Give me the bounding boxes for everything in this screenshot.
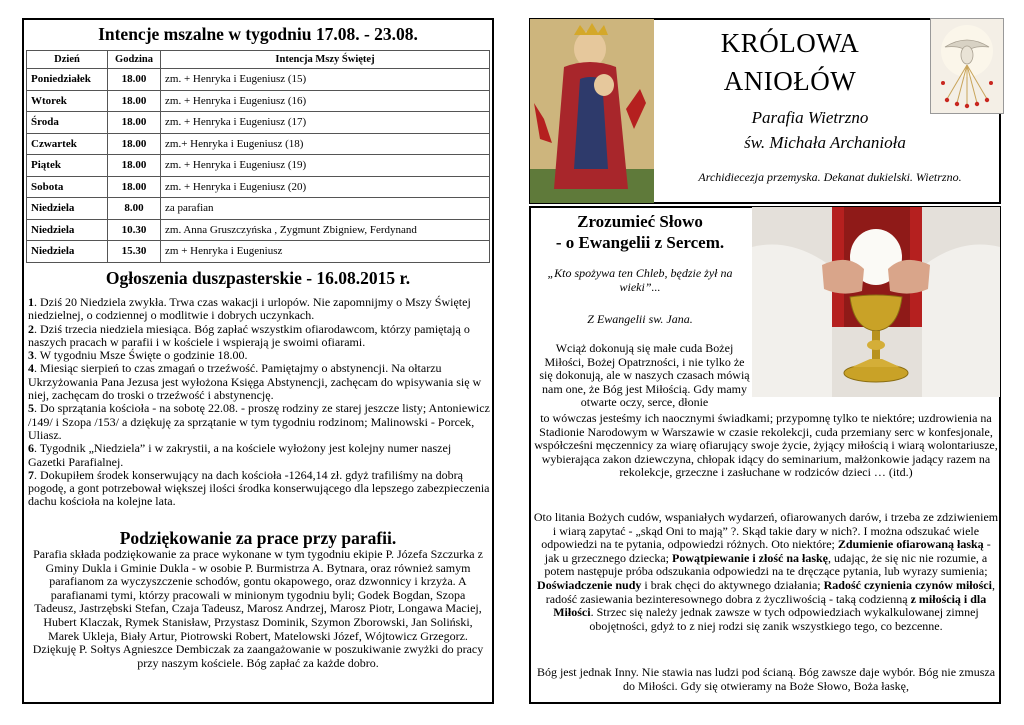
announcement-item: 5. Do sprzątania kościoła - na sobotę 22.08. - proszę rodziny ze starej jeszcze listy; Antoniewicz /149/ i Szopa /153/ a dziękuję za sprzątanie w tym tygodniu rodzinom; Malinowski - Porcek, Uliasz.: [28, 401, 490, 442]
reflection-paragraph-1: Wciąż dokonują się małe cuda Bożej Miłości, Bożej Opatrzności, i nie tylko że się dokonują, ale w naszych czasach mówią nam one, że Bóg jest Miłością. Gdy mamy otwarte oczy, serce, dłonie: [539, 341, 750, 410]
table-row: [27, 112, 490, 134]
thanks-paragraph: Dziękuję P. Sołtys Agnieszce Dembiczak za zaangażowanie w poszukiwanie zwyżki do pracy przy naszym kościele. Bóg zapłać za każde dobro.: [32, 642, 484, 670]
gospel-quote-source: Z Ewangelii sw. Jana.: [587, 312, 693, 326]
announcements-list: [28, 296, 490, 509]
row-hour: 18.00: [108, 133, 161, 155]
row-day: Środa: [27, 112, 108, 134]
row-intention: zm. Anna Gruszczyńska , Zygmunt Zbigniew, Ferdynand: [161, 219, 490, 241]
holy-spirit-dove-image: [930, 18, 1004, 114]
reflection-title-line1: Zrozumieć Słowo: [577, 212, 703, 231]
row-intention: zm. + Henryka i Eugeniusz (15): [161, 69, 490, 91]
table-row: [27, 176, 490, 198]
row-day: Wtorek: [27, 90, 108, 112]
row-intention: zm. + Henryka i Eugeniusz (16): [161, 90, 490, 112]
table-row: [27, 90, 490, 112]
mass-intentions-title: Intencje mszalne w tygodniu 17.08. - 23.08.: [98, 24, 418, 44]
thanks-title: Podziękowanie za prace przy parafii.: [119, 528, 397, 548]
row-day: Sobota: [27, 176, 108, 198]
row-intention: zm. + Henryka i Eugeniusz (20): [161, 176, 490, 198]
row-intention: za parafian: [161, 198, 490, 220]
bulletin-title-line1: KRÓLOWA: [720, 28, 860, 58]
reflection-paragraph-4: Bóg jest jednak Inny. Nie stawia nas ludzi pod ścianą. Bóg zawsze daje wybór. Bóg nie zmusza do Miłości. Gdy się otwieramy na Boże Słowo, Boża łaskę,: [536, 665, 996, 693]
row-intention: zm + Henryka i Eugeniusz: [161, 241, 490, 263]
row-hour: 8.00: [108, 198, 161, 220]
row-hour: 10.30: [108, 219, 161, 241]
bulletin-title-line2: ANIOŁÓW: [723, 66, 857, 96]
thanks-paragraph: Parafia składa podziękowanie za prace wykonane w tym tygodniu ekipie P. Józefa Szczurka z Gminy Dukla i Gminie Dukla - w osobie P. Burmistrza A. Bytnara, oraz również samym parafianom za wyczyszczenie schodów, gontu okapowego, oraz dzwonnicy i krzyża. A parafianami tymi, którzy pracowali w minionym tygodniu byli; Godek Bogdan, Szopa Tadeusz, Jastrzębski Stefan, Czaja Tadeusz, Marosz Andrzej, Marosz Piotr, Longawa Maciej, Hubert Klaczak, Rymek Stanisław, Przystasz Dominik, Szymon Zborowski, Jan Soliński, Marek Ukleja, Biały Artur, Piotrowski Robert, Matelowski Józef, Wójtowicz Grzegorz.: [33, 547, 483, 643]
announcement-item: 4. Miesiąc sierpień to czas zmagań o trzeźwość. Pamiętajmy o abstynencji. Na ołtarzu Ukrzyżowania Pana Jezusa jest wyłożona Księga Abstynencji, zachęcam do wpisywania się w niej, zachęcam do troski o trzeźwość i abstynencję.: [28, 361, 482, 403]
row-hour: 18.00: [108, 69, 161, 91]
row-day: Piątek: [27, 155, 108, 177]
row-hour: 15.30: [108, 241, 161, 263]
row-day: Niedziela: [27, 219, 108, 241]
header-intention: Intencja Mszy Świętej: [161, 51, 490, 69]
announcement-item: 3. W tygodniu Msze Święte o godzinie 18.00.: [28, 348, 248, 363]
diocese-line: Archidiecezja przemyska. Dekanat dukielski. Wietrzno.: [698, 170, 962, 184]
announcements-title: Ogłoszenia duszpasterskie - 16.08.2015 r.: [105, 268, 411, 288]
row-day: Niedziela: [27, 198, 108, 220]
gospel-quote: „Kto spożywa ten Chleb, będzie żył na wieki”...: [547, 266, 733, 294]
table-header-row: [27, 51, 490, 69]
row-hour: 18.00: [108, 90, 161, 112]
row-hour: 18.00: [108, 112, 161, 134]
announcement-item: 6. Tygodnik „Niedziela” i w zakrystii, a na kościele wyłożony jest kolejny numer naszej Gazetki Parafialnej.: [28, 441, 452, 469]
parish-name: Parafia Wietrzno: [751, 108, 869, 127]
row-day: Niedziela: [27, 241, 108, 263]
announcement-item: 1. Dziś 20 Niedziela zwykła. Trwa czas wakacji i urlopów. Nie zapomnijmy o Mszy Świętej niedzielnej, o codziennej o modlitwie i dobrych uczynkach.: [28, 295, 471, 323]
announcement-item: 7. Dokupiłem środek konserwujący na dach kościoła -1264,14 zł. gdyż trafiliśmy na dobrą pogodę, a gont potrzebował większej ilości środka konserwującego dla lepszego zabezpieczenia dachu kościoła na kolejne lata.: [28, 467, 490, 509]
announcement-item: 2. Dziś trzecia niedziela miesiąca. Bóg zapłać wszystkim ofiarodawcom, którzy pamiętają o naszych pracach w parafii i w kościele i wspierają je swoimi ofiarami.: [28, 321, 470, 349]
table-row: [27, 133, 490, 155]
table-row: [27, 69, 490, 91]
row-hour: 18.00: [108, 176, 161, 198]
table-row: [27, 198, 490, 220]
dove-icon: [931, 19, 1003, 113]
parish-patron: św. Michała Archanioła: [744, 133, 906, 152]
table-row: [27, 155, 490, 177]
row-day: Czwartek: [27, 133, 108, 155]
row-intention: zm. + Henryka i Eugeniusz (17): [161, 112, 490, 134]
row-hour: 18.00: [108, 155, 161, 177]
mass-intentions-table: [26, 50, 490, 263]
row-intention: zm. + Henryka i Eugeniusz (19): [161, 155, 490, 177]
eucharist-photo: [752, 207, 1000, 397]
madonna-image: [530, 19, 654, 203]
table-row: [27, 219, 490, 241]
header-hour: Godzina: [108, 51, 161, 69]
row-day: Poniedziałek: [27, 69, 108, 91]
reflection-title-line2: - o Ewangelii z Sercem.: [555, 233, 725, 252]
mass-intentions-panel: [22, 18, 494, 704]
reflection-paragraph-2: to wówczas jesteśmy ich naocznymi świadkami; przypomnę tylko te niektóre; uzdrowienia na Stadionie Narodowym w Warszawie w czasie rekolekcji, cuda przemiany serc w konfesjonale, współcześni męczennicy za wiarę ofiarujący swoje życie, żyjący miłością i wiarą wolontariusze, wybierająca zakon dziewczyna, chłopak idący do seminarium, małżonkowie jadący razem na rekolekcje, grzeczne i zasłuchane w rodziców dzieci … (itd.): [534, 411, 998, 480]
row-intention: zm.+ Henryka i Eugeniusz (18): [161, 133, 490, 155]
reflection-paragraph-3: Oto litania Bożych cudów, wspaniałych wydarzeń, ofiarowanych darów, i trzeba ze zdziwieniem i wiarą zapytać - „skąd Oni to mają” ?. Skąd takie dary w nich?. I można odszukać wiele odpowiedzi na te pytania, odpowiedzi różnych. Oto niektóre; Zdumienie ofiarowaną łaską - jak u grzecznego dziecka; Powątpiewanie i złość na łaskę, udając, że się nic nie rozumie, a potem następuje próba odszukania odpowiedzi na te dręczące pytania, lub wyrazy sumienia; Doświadczenie nudy i brak chęci do aktywnego działania; Radość czynienia czynów miłości, radość zasiewania bezinteresownego dobra z życzliwością - taką codzienną z miłością i dla Miłości. Strzec się należy jednak zawsze w tych odpowiedziach wykalkulowanej zimnej obojętności, gdyż to z niej rodzi się zanik wszystkiego tego, co bezcenne.: [533, 510, 999, 633]
thanks-text: [32, 548, 484, 670]
madonna-illustration: [530, 19, 654, 203]
chalice-illustration: [752, 207, 1000, 397]
header-day: Dzień: [27, 51, 108, 69]
table-row: [27, 241, 490, 263]
